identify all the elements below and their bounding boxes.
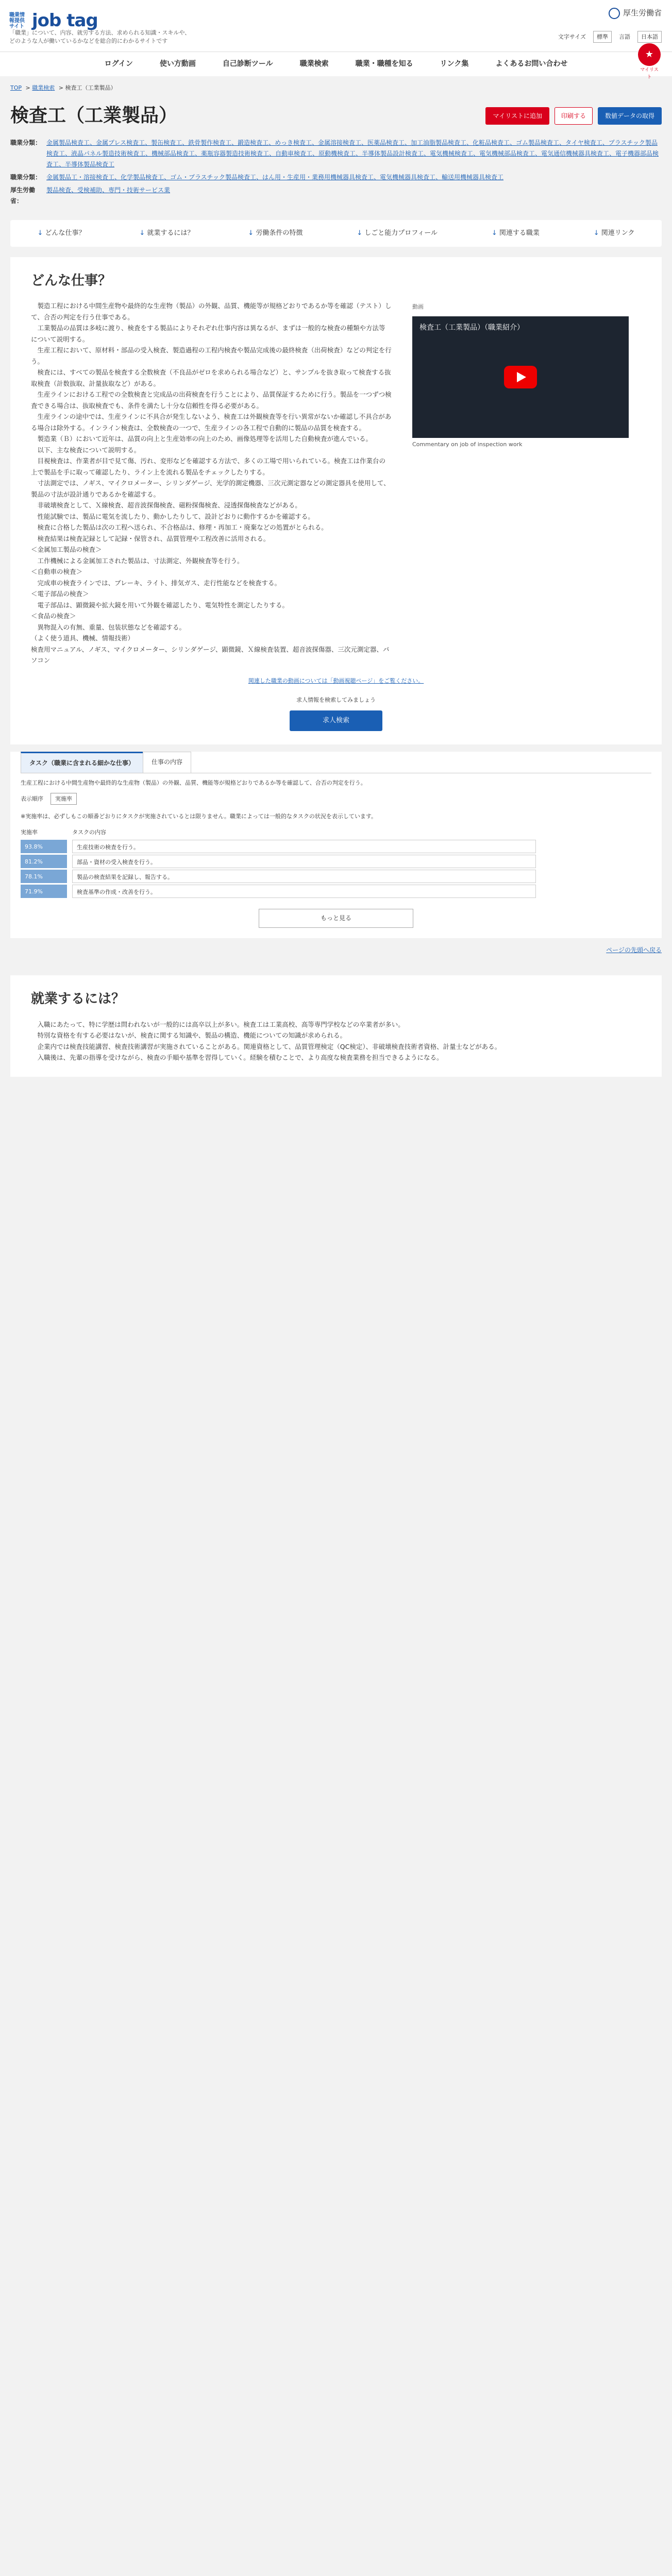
jump-link[interactable]: ↓ 就業するには？ xyxy=(139,228,194,239)
tagline xyxy=(9,29,195,45)
page-title: 検査工（工業製品） xyxy=(10,105,178,127)
nav-item[interactable]: リンク集 xyxy=(440,59,469,68)
print-button[interactable]: 印刷する xyxy=(555,107,593,125)
nav-item[interactable]: 職業・職種を知る xyxy=(355,59,413,68)
brand-mark: 職業情報提供サイト xyxy=(9,12,25,29)
classification xyxy=(0,130,672,207)
class-value[interactable]: 金属製品検査工、金属プレス検査工、製缶検査工、鉄骨製作検査工、鍛造検査工、めっき検査工、金属溶接検査工、医薬品検査工、加工油脂製品検査工、化粧品検査工、ゴム製品検査工、タイヤ検査工、プラスチック製品検査工、液晶パネル製造技術検査工、機械部品検査工、薬瓶容器製造技術検査工、自動車検査工、原動機検査工、半導体製品設計検査工、電気機械検査工、電気機械部品検査工、電気通信機械器具検査工、電子機器部品検査工、半導体製品検査工 xyxy=(46,139,659,168)
how-section xyxy=(10,975,662,1076)
paragraph: 製造業（Ｂ）において近年は、品質の向上と生産効率の向上のため、画像処理等を活用した自動検査が進んでいる。 xyxy=(37,435,373,443)
job-search-button[interactable]: 求人検索 xyxy=(290,710,382,731)
tagline-line: 「職業」について、内容、就労する方法、求められる知識・スキルや、 xyxy=(9,29,191,36)
jump-link[interactable]: ↓ 関連する職業 xyxy=(492,228,540,239)
breadcrumb-current: 検査工（工業製品） xyxy=(65,84,116,91)
add-mylist-button[interactable]: マイリストに追加 xyxy=(485,107,549,125)
paragraph: 生産ラインの途中では、生産ラインに不具合が発生しないよう、検査工は外観検査等を行い異常がないか確認し不具合がある場合は除外する。インライン検査は、全数検査の一つで、生産ラインの各工程で自動的に製品の品質を検査する。 xyxy=(31,413,392,432)
brand-name: job tag xyxy=(32,10,98,31)
rate-bar: 78.1% xyxy=(21,870,67,883)
jump-link[interactable]: ↓ しごと能力プロフィール xyxy=(357,228,438,239)
section-heading: 就業するには？ xyxy=(31,991,125,1007)
paragraph: 異物混入の有無、重量、包装状態などを確認する。 xyxy=(37,623,186,631)
ministry-icon xyxy=(609,8,620,19)
tab-job-content[interactable]: 仕事の内容 xyxy=(143,752,191,773)
col-header-rate: 実施率 xyxy=(21,829,38,836)
mylist-label: マイリスト xyxy=(640,67,659,80)
paragraph: 検査には、すべての製品を検査する全数検査（不良品がゼロを求められる場合など）と、サンプルを抜き取って検査する抜取検査（計数抜取、計量抜取など）がある。 xyxy=(31,368,391,387)
video-label: 動画 xyxy=(412,303,424,311)
tab-tasks[interactable]: タスク（職業に含まれる細かな仕事） xyxy=(21,752,143,773)
star-icon: ★ xyxy=(645,49,654,60)
data-download-button[interactable]: 数値データの取得 xyxy=(598,107,662,125)
back-to-top-link[interactable]: ページの先頭へ戻る xyxy=(606,946,662,954)
class-value[interactable]: 製品検査、受検補助、専門・技術サービス業 xyxy=(46,186,171,194)
paragraph: 目視検査は、作業者が目で見て傷、汚れ、変形などを確認する方法で、多くの工場で用いられている。検査工は作業台の上で製品を手に取って確認したり、ライン上を流れる製品をチェックしたりする。 xyxy=(31,457,386,476)
show-more-button[interactable]: もっと見る xyxy=(259,909,413,928)
breadcrumb: TOP > 職業検索 > 検査工（工業製品） xyxy=(10,84,116,91)
task-section xyxy=(10,752,662,938)
paragraph: 検査結果は検査記録として記録・保管され、品質管理や工程改善に活用される。 xyxy=(37,534,270,543)
subheading: ＜電子部品の検査＞ xyxy=(31,590,89,598)
sort-label: 表示順序 xyxy=(21,795,43,802)
video-player[interactable] xyxy=(412,316,629,438)
task-description: 生産工程における中間生産物や最終的な生産物（製品）の外観、品質、機能等が規格どおりであるか等を確認して、合否の判定を行う。 xyxy=(21,779,366,787)
jump-link[interactable]: ↓ 労働条件の特徴 xyxy=(248,228,303,239)
task-row: 部品・資材の受入検査を行う。 xyxy=(72,855,536,868)
what-body xyxy=(31,300,392,666)
ministry-logo[interactable] xyxy=(609,7,662,19)
header-tools xyxy=(558,31,662,43)
paragraph: 工業製品の品質は多岐に渡り、検査をする製品によりそれぞれ仕事内容は異なるが、まずは一般的な検査の種類や方法等について説明する。 xyxy=(31,324,385,343)
task-row: 製品の検査結果を記録し、報告する。 xyxy=(72,870,536,883)
breadcrumb-item[interactable]: TOP xyxy=(10,84,22,91)
paragraph: 検査用マニュアル、ノギス、マイクロメーター、シリンダゲージ、顕微鏡、Ｘ線検査装置、超音波探傷器、三次元測定器、パソコン xyxy=(31,645,390,665)
sort-select[interactable]: 実施率 xyxy=(51,793,77,805)
nav-item[interactable]: よくあるお問い合わせ xyxy=(495,59,568,68)
find-text: 求人情報を検索してみましょう xyxy=(296,696,376,703)
lang-label: 言語 xyxy=(619,33,630,40)
paragraph: 企業内では検査技能講習、検査技術講習が実施されていることがある。関連資格として、品質管理検定（QC検定）、非破壊検査技術者資格、計量士などがある。 xyxy=(37,1042,501,1050)
rate-bar: 93.8% xyxy=(21,840,67,853)
section-jump-nav xyxy=(10,220,662,247)
breadcrumb-item[interactable]: 職業検索 xyxy=(32,84,55,91)
paragraph: 性能試験では、製品に電気を流したり、動かしたりして、設計どおりに動作するかを確認する。 xyxy=(37,512,314,520)
nav-item[interactable]: 使い方動画 xyxy=(159,59,196,68)
paragraph: 以下、主な検査について説明する。 xyxy=(37,446,141,454)
paragraph: 電子部品は、顕微鏡や拡大鏡を用いて外観を確認したり、電気特性を測定したりする。 xyxy=(37,601,289,609)
task-note: ※実施率は、必ずしもこの順番どおりにタスクが実施されているとは限りません。職業によっては一般的なタスクの状況を表示しています。 xyxy=(21,812,377,820)
paragraph: 工作機械による金属加工された製品は、寸法測定、外観検査等を行う。 xyxy=(37,556,244,565)
lang-select[interactable]: 日本語 xyxy=(637,31,662,43)
paragraph: 入職にあたって、特に学歴は問われないが一般的には高卒以上が多い。検査工は工業高校、高等専門学校などの卒業者が多い。 xyxy=(37,1020,405,1028)
rate-bar: 71.9% xyxy=(21,885,67,898)
class-value[interactable]: 金属製品工・溶接検査工、化学製品検査工、ゴム・プラスチック製品検査工、はん用・生産用・業務用機械器具検査工、電気機械器具検査工、輸送用機械器具検査工 xyxy=(46,173,504,181)
nav-item[interactable]: ログイン xyxy=(104,59,133,68)
section-heading: どんな仕事？ xyxy=(31,273,112,289)
col-header-task: タスクの内容 xyxy=(72,829,106,836)
paragraph: 入職後は、先輩の指導を受けながら、検査の手順や基準を習得していく。経験を積むことで、より高度な検査業務を担当できるようになる。 xyxy=(37,1054,443,1062)
nav-item[interactable]: 自己診断ツール xyxy=(222,59,273,68)
nav-item[interactable]: 職業検索 xyxy=(299,59,329,68)
subheading: ＜食品の検査＞ xyxy=(31,612,76,620)
paragraph: 非破壊検査として、Ｘ線検査、超音波探傷検査、磁粉探傷検査、浸透探傷検査などがある。 xyxy=(37,501,301,510)
class-key: 職業分類： xyxy=(10,139,42,146)
paragraph: 生産工程において、原材料・部品の受入検査、製造過程の工程内検査や製品完成後の最終検査（出荷検査）などの判定を行う。 xyxy=(31,346,392,365)
what-section xyxy=(10,257,662,744)
class-key: 職業分類： xyxy=(10,173,42,181)
task-row: 検査基準の作成・改善を行う。 xyxy=(72,885,536,898)
video-subtitle: Commentary on job of inspection work xyxy=(412,441,523,448)
font-size-select[interactable]: 標準 xyxy=(593,31,612,43)
paragraph: 生産ラインにおける工程での全数検査と完成品の出荷検査を行うことにより、品質保証するために行う。製品を一つずつ検査できる場合は、抜取検査でも、条件を満たし十分な信頼性を得る必要がある。 xyxy=(31,391,392,410)
rate-bar: 81.2% xyxy=(21,855,67,868)
task-row: 生産技術の検査を行う。 xyxy=(72,840,536,853)
font-size-label: 文字サイズ xyxy=(558,33,586,40)
video-page-link[interactable]: 関連した職業の動画については「動画視聴ページ」をご覧ください。 xyxy=(248,677,424,684)
tagline-line: どのような人が働いているかなどを総合的にわかるサイトです xyxy=(9,37,168,44)
ministry-name: 厚生労働省 xyxy=(623,8,662,18)
global-nav xyxy=(0,52,672,76)
play-icon[interactable] xyxy=(504,366,537,388)
paragraph: 検査に合格した製品は次の工程へ送られ、不合格品は、修理・再加工・廃棄などの処置がとられる。 xyxy=(37,523,328,532)
class-key: 厚生労働省： xyxy=(10,186,36,205)
subheading: （よく使う道具、機械、情報技術） xyxy=(31,634,135,642)
jump-link[interactable]: ↓ どんな仕事？ xyxy=(37,228,85,239)
subheading: ＜金属加工製品の検査＞ xyxy=(31,546,102,554)
site-header xyxy=(0,0,672,52)
paragraph: 寸法測定では、ノギス、マイクロメーター、シリンダゲージ、光学的測定機器、三次元測定器などの測定器具を使用して、製品の寸法が設計通りであるかを確認する。 xyxy=(31,479,390,498)
subheading: ＜自動車の検査＞ xyxy=(31,568,83,576)
mylist-fab[interactable] xyxy=(638,43,661,66)
paragraph: 製造工程における中間生産物や最終的な生産物（製品）の外観、品質、機能等が規格どおりであるか等を確認（テスト）して、合否の判定を行う仕事である。 xyxy=(31,302,392,321)
video-title: 検査工（工業製品）（職業紹介） xyxy=(419,324,524,332)
jump-link[interactable]: ↓ 関連リンク xyxy=(594,228,635,239)
paragraph: 特別な資格を有する必要はないが、検査に関する知識や、製品の構造、機能についての知識が求められる。 xyxy=(37,1031,347,1040)
paragraph: 完成車の検査ラインでは、ブレーキ、ライト、排気ガス、走行性能などを検査する。 xyxy=(37,579,281,587)
